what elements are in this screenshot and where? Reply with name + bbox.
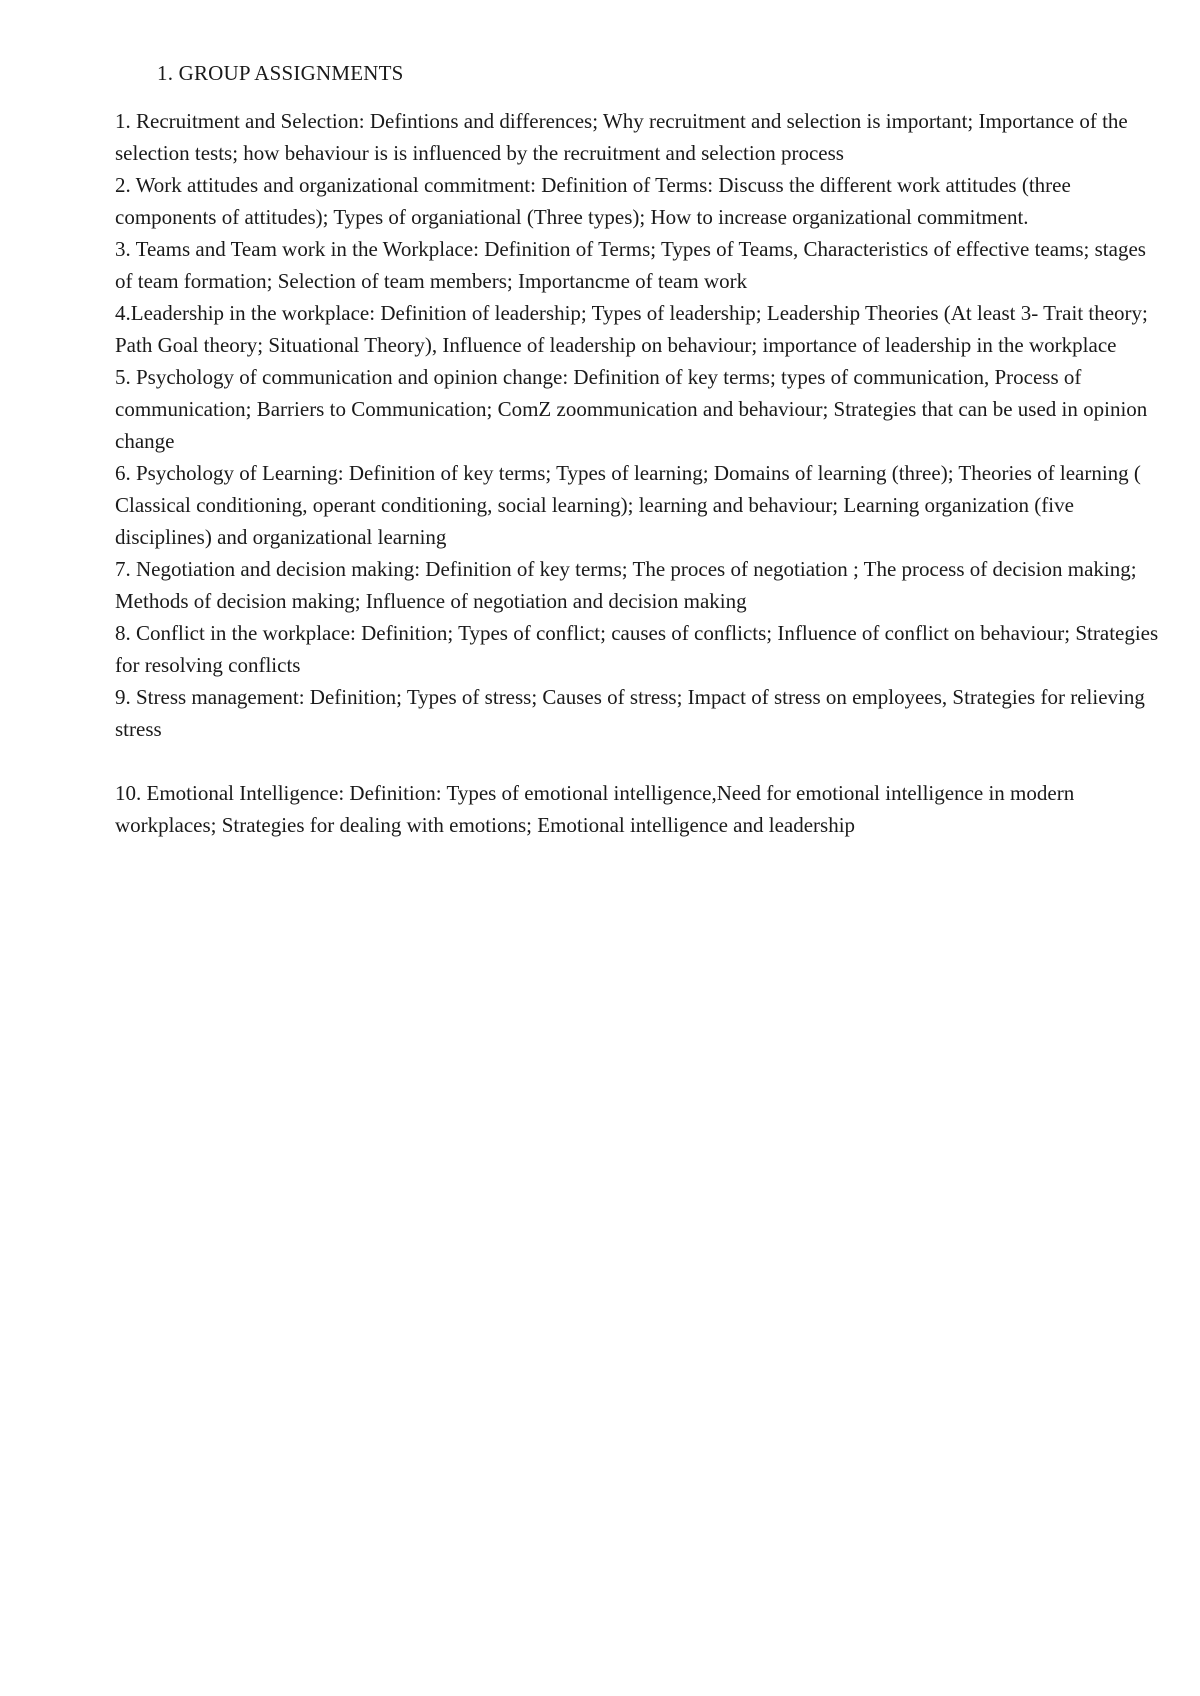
assignment-item-3: 3. Teams and Team work in the Workplace: Definition of Terms; Types of Teams, Characteristics of effective teams; stages of team formation; Selection of team members; Importancme of team work xyxy=(115,237,1146,293)
assignment-item-6: 6. Psychology of Learning: Definition of key terms; Types of learning; Domains of learning (three); Theories of learning ( Classical conditioning, operant conditioning, social learning); learning and behaviour; Learning organization (five disciplines) and organizational learning xyxy=(115,461,1141,549)
assignment-item-9: 9. Stress management: Definition; Types of stress; Causes of stress; Impact of stress on employees, Strategies for relieving stress xyxy=(115,685,1145,741)
document-heading: 1. GROUP ASSIGNMENTS xyxy=(157,61,404,85)
assignment-list xyxy=(115,105,1160,841)
assignment-item-7: 7. Negotiation and decision making: Definition of key terms; The proces of negotiation ; The process of decision making; Methods of decision making; Influence of negotiation and decision making xyxy=(115,557,1137,613)
assignment-item-1: 1. Recruitment and Selection: Defintions and differences; Why recruitment and selection is important; Importance of the selection tests; how behaviour is is influenced by the recruitment and selection process xyxy=(115,109,1128,165)
assignment-item-4: 4.Leadership in the workplace: Definition of leadership; Types of leadership; Leadership Theories (At least 3- Trait theory; Path Goal theory; Situational Theory), Influence of leadership on behaviour; importance of leadership in the workplace xyxy=(115,301,1148,357)
assignment-item-5: 5. Psychology of communication and opinion change: Definition of key terms; types of communication, Process of communication; Barriers to Communication; ComZ zoommunication and behaviour; Strategies that can be used in opinion change xyxy=(115,365,1148,453)
assignment-item-2: 2. Work attitudes and organizational commitment: Definition of Terms: Discuss the different work attitudes (three components of attitudes); Types of organiational (Three types); How to increase organizational commitment. xyxy=(115,173,1071,229)
assignment-item-10: 10. Emotional Intelligence: Definition: Types of emotional intelligence,Need for emotional intelligence in modern workplaces; Strategies for dealing with emotions; Emotional intelligence and leadership xyxy=(115,781,1075,837)
assignment-item-8: 8. Conflict in the workplace: Definition; Types of conflict; causes of conflicts; Influence of conflict on behaviour; Strategies for resolving conflicts xyxy=(115,621,1159,677)
